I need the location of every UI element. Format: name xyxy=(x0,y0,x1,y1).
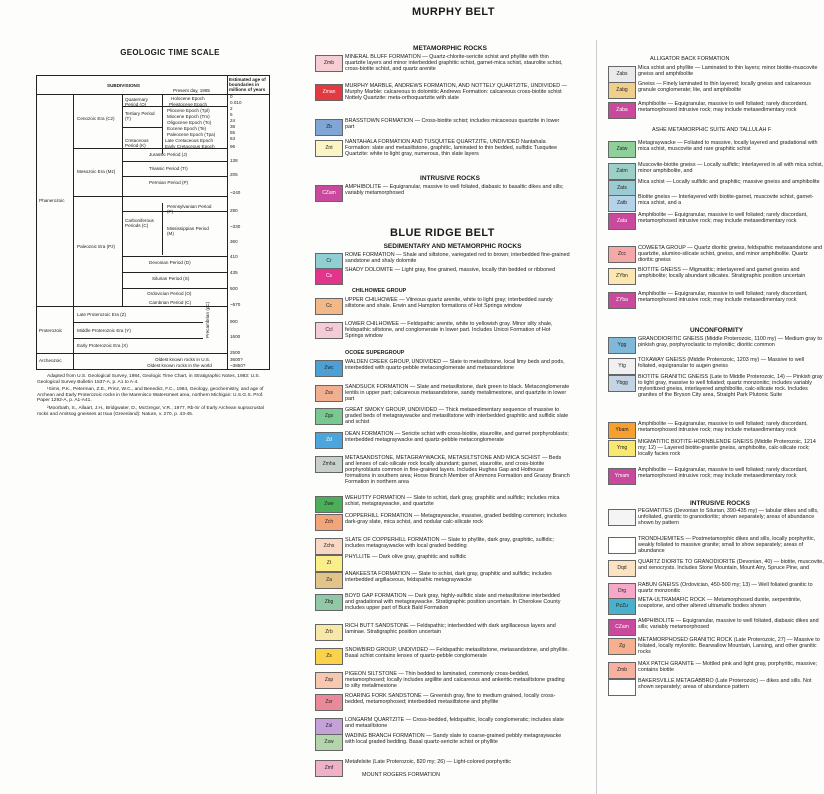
map-unit-swatch: Zabs xyxy=(608,66,636,83)
ashe-heading: ASHE METAMORPHIC SUITE AND TALLULAH F xyxy=(652,127,772,133)
ocoee-heading: OCOEE SUPERGROUP xyxy=(345,350,405,356)
map-unit-description: RABUN GNEISS (Ordovician, 450-500 my; 13) — Well foliated granitic to quartz monzonitic xyxy=(638,582,813,595)
era-cenozoic: Cenozoic Era (Cz) xyxy=(77,116,115,121)
map-unit-description: COPPERHILL FORMATION — Metagraywacke, massive, graded bedding common; includes dark-gray slate, mica schist, and nodular calc-silicate rock xyxy=(345,513,567,526)
epoch-paleocene: Paleocene Epoch (Tpa) xyxy=(167,132,216,137)
blue-ridge-sed-heading: SEDIMENTARY AND METAMORPHIC ROCKS xyxy=(383,243,522,250)
period-tertiary: Tertiary Period (T) xyxy=(125,111,155,121)
map-unit-swatch: Zata xyxy=(608,213,636,230)
map-unit-description: MINERAL BLUFF FORMATION — Quartz-chlorite-sericite schist and phyllite with thin quartzite layers and minor interbedded graphitic schist, garnet-mica schist, staurolite schist, cross-biotite schist, and quartz arenite xyxy=(345,54,563,73)
map-unit-swatch: Zman xyxy=(315,84,343,101)
map-unit-description: NANTAHALA FORMATION AND TUSQUITEE QUARTZITE, UNDIVIDED Nantahala Formation: slate and metasiltstone, graphitic, laminated to thin bedded, sulfidic Tusquitee Quartzite: white to light gray, numerous, thin slate layers xyxy=(345,139,558,158)
map-unit-swatch: Zgs xyxy=(315,408,343,425)
age-label: 5 xyxy=(230,112,233,117)
right-intrusive-heading: INTRUSIVE ROCKS xyxy=(690,500,750,507)
map-unit-description: Amphibolite — Equigranular, massive to well foliated; rarely discordant, metamorphosed intrusive rock; may include metasedimentary rock xyxy=(638,291,808,304)
map-unit-description: Amphibolite — Equigranular, massive to well foliated; rarely discordant, metamorphosed intrusive rock; may include metasedimentary rock xyxy=(638,212,808,225)
age-label: 205 xyxy=(230,172,238,177)
period-triassic: Triassic Period (Tr) xyxy=(149,166,188,171)
age-label: ~330 xyxy=(230,224,241,229)
alligator-heading: ALLIGATOR BACK FORMATION xyxy=(650,56,730,62)
period-mississippian: Mississippian Period (M) xyxy=(167,226,209,236)
map-unit-swatch: PzZu xyxy=(608,598,636,615)
map-unit-description: Mica schist and phyllite — Laminated to thin layers; minor biotite-muscovite gneiss and amphibolite xyxy=(638,65,818,78)
map-unit-description: DEAN FORMATION — Sericite schist with cross-biotite, staurolite, and garnet porphyroblasts; interbedded metagraywacke and quartz-pebble metaconglomerate xyxy=(345,431,569,444)
map-unit-description: WALDEN CREEK GROUP, UNDIVIDED — Slate to metasiltstone, local limy beds and pods, interbedded with quartz-pebble metaconglomerate and metasandstone xyxy=(345,359,565,372)
map-unit-description: GREAT SMOKY GROUP, UNDIVIDED — Thick metasedimentary sequence of massive to graded beds of metagraywacke and metasiltstone with interbedded graphitic and sulfidic slate and schist xyxy=(345,407,569,426)
map-unit-description: TOXAWAY GNEISS (Middle Proterozoic, 1203 my) — Massive to well foliated, equigranular to augen gneiss xyxy=(638,357,805,370)
map-unit-description: PIGEON SILTSTONE — Thin bedded to laminated, commonly cross-bedded, metamorphosed; locally includes argillite and calcareous and ankeritic metasiltstone grading to silty metalimestone xyxy=(345,671,565,690)
map-unit-swatch: Ymam xyxy=(608,468,636,485)
precambrian-label: Precambrian (pC) xyxy=(205,301,210,338)
era-middle-proterozoic: Middle Proterozoic Era (Y) xyxy=(77,328,131,333)
map-unit-description: Amphibolite — Equigranular, massive to well foliated; rarely discordant, metamorphosed intrusive rock; may include metasedimentary rock xyxy=(638,101,808,114)
epoch-oligocene: Oligocene Epoch (To) xyxy=(167,120,212,125)
map-unit-swatch: Zs xyxy=(315,648,343,665)
age-label: ~240 xyxy=(230,190,241,195)
age-label: 360 xyxy=(230,239,238,244)
age-label: 435 xyxy=(230,270,238,275)
map-unit-description: SLATE OF COPPERHILL FORMATION — Slate to phyllite, dark gray, graphitic, sulfidic; includes metagraywacke with local graded bedding xyxy=(345,537,554,550)
epoch-miocene: Miocene Epoch (Tm) xyxy=(167,114,210,119)
oldest-rocks-world: Oldest known rocks in the world xyxy=(147,363,212,368)
era-late-proterozoic: Late Proterozoic Era (Z) xyxy=(77,312,127,317)
map-unit-description: Amphibolite — Equigranular, massive to well foliated; rarely discordant, metamorphosed intrusive rock; may include metasedimentary rock xyxy=(638,421,808,434)
epoch-holocene: Holocene Epoch xyxy=(171,96,205,101)
map-unit-swatch: Cs xyxy=(315,268,343,285)
map-unit-description: MAX PATCH GRANITE — Mottled pink and light gray, porphyritic, massive; contains biotite xyxy=(638,661,818,674)
age-label: 63 xyxy=(230,136,236,141)
map-unit-swatch: Zaba xyxy=(608,102,636,119)
map-unit-description: Biotite gneiss — Interlayered with biotite-garnet, muscovite schist, garnet-mica schist, and a xyxy=(638,194,814,207)
epoch-present: Present day, 1985 xyxy=(173,88,210,93)
period-carboniferous: Carboniferous Periods (C) xyxy=(125,218,154,228)
map-unit-description: RICH BUTT SANDSTONE — Feldspathic; interbedded with dark argillaceous layers and laminae. Stratigraphic position uncertain xyxy=(345,623,556,636)
map-unit-swatch: Zatm xyxy=(608,163,636,180)
map-unit-description: MURPHY MARBLE, ANDREWS FORMATION, AND NOTTELY QUARTZITE, UNDIVIDED — Murphy Marble: calcareous to dolomitic Andrews Formation: calcareous cross-biotite schist Nottely Quartzite: meta-orthoquartzite with slate xyxy=(345,83,568,102)
map-unit-description: LONGARM QUARTZITE — Cross-bedded, feldspathic, locally conglomeratic; includes slate and metasiltstone xyxy=(345,717,564,730)
age-label: 3600? xyxy=(230,357,243,362)
epoch-pliocene: Pliocene Epoch (Tpl) xyxy=(167,108,210,113)
map-unit-description: TRONDHJEMITES — Postmetamorphic dikes and sills, locally porphyritic, weakly foliated to massive granite; small to show separately; areas of abundance xyxy=(638,536,816,555)
map-unit-swatch: Cr xyxy=(315,253,343,270)
map-unit-swatch: Ymg xyxy=(608,440,636,457)
age-label: ~3850? xyxy=(230,363,246,368)
map-unit-swatch: Zss xyxy=(315,385,343,402)
map-unit-description: BIOTITE GRANITIC GNEISS (Late to Middle Proterozoic, 14) — Pinkish gray to light gray, massive to well foliated; quartz monzonitic; includes variably mylonitized gneiss, interlayered amphibolite, calc-silicate rock. Includes granites of the Bryson City area, Straight Park Plutonic Suite xyxy=(638,374,823,399)
map-unit-description: BIOTITE GNEISS — Migmatitic; interlayered and garnet gneiss and amphibolite; locally abundant silicates. Stratigraphic position uncertain xyxy=(638,267,806,280)
murphy-intrusive-heading: INTRUSIVE ROCKS xyxy=(420,175,480,182)
mount-rogers-heading: MOUNT ROGERS FORMATION xyxy=(362,772,440,778)
map-unit-description: BAKERSVILLE METAGABBRO (Late Proterozoic) — dikes and sills. Not shown separately; areas of abundance pattern xyxy=(638,678,812,691)
epoch-early-cretaceous: Early Cretaceous Epoch xyxy=(165,144,215,149)
period-devonian: Devonian Period (D) xyxy=(149,260,191,265)
header-age: Estimated age of boundaries in millions of years xyxy=(229,77,266,92)
map-unit-description: SNOWBIRD GROUP, UNDIVIDED — Feldspathic metasiltstone, metasandstone, and phyllite. Basal schist contains lenses of quartz-pebble conglomerate xyxy=(345,647,569,660)
era-early-proterozoic: Early Proterozoic Era (X) xyxy=(77,343,128,348)
epoch-pleistocene: Pleistocene Epoch xyxy=(169,102,208,107)
age-label: 0.010 xyxy=(230,100,242,105)
map-unit-swatch: Ytg xyxy=(608,358,636,375)
murphy-metamorphic-heading: METAMORPHIC ROCKS xyxy=(413,45,487,52)
age-label: ~570 xyxy=(230,302,241,307)
map-unit-description: UPPER CHILHOWEE — Vitreous quartz arenite, white to light gray; interbedded sandy siltstone and shale. Erwin and Hampton formations of Hot Springs window xyxy=(345,297,553,310)
epoch-eocene: Eocene Epoch (Te) xyxy=(167,126,207,131)
map-unit-description: QUARTZ DIORITE TO GRANODIORITE (Devonian, 40) — biotite, muscovite, and xenocrysts. Includes Stone Mountain, Mount Airy, Spruce Pine, and xyxy=(638,559,824,572)
age-label: 1600 xyxy=(230,334,241,339)
map-unit-swatch: Zatw xyxy=(608,141,636,158)
map-unit-description: AMPHIBOLITE — Equigranular, massive to well foliated, diabasic dikes and sills; variably metamorphosed xyxy=(638,618,819,631)
map-unit-swatch: CZam xyxy=(315,185,343,202)
map-unit-swatch: Zsl xyxy=(315,718,343,735)
map-unit-swatch: Ybam xyxy=(608,422,636,439)
period-cretaceous: Cretaceous Period (K) xyxy=(125,138,149,148)
map-unit-swatch: Znt xyxy=(315,140,343,157)
era-paleozoic: Paleozoic Era (Pz) xyxy=(77,244,116,249)
map-unit-swatch: Zg xyxy=(608,638,636,655)
eon-phanerozoic: Phanerozoic xyxy=(39,198,65,203)
map-unit-swatch: Zt xyxy=(315,555,343,572)
period-pennsylvanian: Pennsylvanian Period (P) xyxy=(167,204,212,214)
map-unit-description: ANAKEESTA FORMATION — Slate to schist, dark gray, graphitic and sulfidic; includes interbedded argillaceous, feldspathic metagraywacke xyxy=(345,571,552,584)
map-unit-swatch: Zwc xyxy=(315,360,343,377)
map-unit-swatch: Zbg xyxy=(315,594,343,611)
map-unit-description: BRASSTOWN FORMATION — Cross-biotite schist; includes micaceous quartzite in lower part xyxy=(345,118,560,131)
period-ordovician: Ordovician Period (O) xyxy=(147,291,192,296)
period-permian: Permian Period (P) xyxy=(149,180,189,185)
age-label: 410 xyxy=(230,254,238,259)
map-unit-swatch: Cc xyxy=(315,298,343,315)
map-unit-swatch: Ccl xyxy=(315,322,343,339)
period-silurian: Silurian Period (S) xyxy=(152,276,190,281)
map-unit-description: PHYLLITE — Dark olive gray, graphitic and sulfidic xyxy=(345,554,467,560)
map-unit-swatch: Ygg xyxy=(608,337,636,354)
period-quaternary: Quaternary Period (Q) xyxy=(125,97,148,107)
map-unit-description: GRANODIORITIC GNEISS (Middle Proterozoic, 1100 my) — Medium gray to pinkish gray, porphyroclastic to mylonitic; dioritic common xyxy=(638,336,822,349)
map-unit-description: AMPHIBOLITE — Equigranular, massive to well foliated, diabasic to basaltic dikes and sills; variably metamorphosed xyxy=(345,184,564,197)
map-unit-description: METASANDSTONE, METAGRAYWACKE, METASILTSTONE AND MICA SCHIST — Beds and lenses of calc-silicate rock locally abundant; garnet, staurolite, and cross-biotite porphyroblasts common in fine-grained layers. Includes Hughes Gap and Hothouse formations in southern area; Horse Branch Member of Ammons Formation and Grassy Branch Formation in northern area xyxy=(345,455,570,486)
age-label: 500 xyxy=(230,286,238,291)
age-label: 96 xyxy=(230,144,236,149)
map-unit-description: SANDSUCK FORMATION — Slate and metasiltstone, dark green to black. Metaconglomerate lentils in upper part; calcareous metasandstone, sandy metalimestone, and quartzite in lower part xyxy=(345,384,570,403)
map-unit-description: WEHUTTY FORMATION — Slate to schist, dark gray, graphitic and sulfidic; includes mica schist, metagraywacke, and quartzite xyxy=(345,495,560,508)
epoch-late-cretaceous: Late Cretaceous Epoch xyxy=(165,138,214,143)
map-unit-swatch: Ybgg xyxy=(608,375,636,392)
map-unit-swatch: Za xyxy=(315,572,343,589)
map-unit-swatch: Zcc xyxy=(608,246,636,263)
age-label: 55 xyxy=(230,130,236,135)
map-unit-swatch: Zabg xyxy=(608,82,636,99)
note-source: Adapted from U.S. Geological Survey, 1984, Geologic Time Chart, in Stratigraphic Notes, 1983: U.S. Geological Survey Bulletin 1537-A, p. A1 to A-4. xyxy=(37,374,260,385)
map-unit-swatch: Zmb xyxy=(315,55,343,72)
map-unit-swatch: Zsr xyxy=(315,694,343,711)
map-unit-description: PEGMATITES (Devonian to Silurian, 390-435 my) — tabular dikes and sills, unfoliated, granitic to granodioritic; shown separately; areas of abundance shown by pattern xyxy=(638,508,819,527)
map-unit-swatch: Zsw xyxy=(315,734,343,751)
map-unit-description: META-ULTRAMAFIC ROCK — Metamorphosed dunite, serpentinite, soapstone, and other altered ultramafic bodies shown xyxy=(638,597,802,610)
period-cambrian: Cambrian Period (C) xyxy=(149,300,192,305)
map-unit-description: Amphibolite — Equigranular, massive to well foliated; rarely discordant, metamorphosed intrusive rock; may include metasedimentary rock xyxy=(638,467,808,480)
map-unit-description: COWEETA GROUP — Quartz dioritic gneiss, feldspathic metasandstone and quartzite, alumino-silicate schist, gneiss, and minor amphibolite. Quartz dioritic gneiss xyxy=(638,245,823,264)
note-moorbath: ²Moorbath, S., Allaart, J.H., Bridgwater, D., McGregor, V.R., 1977, Rb-Sr of Early Archean supracrustal rocks and Amitsog gneisses at Isua (Greenland): Nature, v. 270, p. 43-45. xyxy=(37,405,264,417)
map-unit-swatch: Zchs xyxy=(315,538,343,555)
map-unit-swatch: Zmb xyxy=(608,662,636,679)
eon-archeozoic: Archeozoic xyxy=(39,358,62,363)
map-unit-description: MIGMATITIC BIOTITE-HORNBLENDE GNEISS (Middle Proterozoic, 1214 my; 12) — Layered biotite-granite gneiss, amphibolite, calc-silicate rock; locally facies rock xyxy=(638,439,816,458)
map-unit-description: LOWER CHILHOWEE — Feldspathic arenite, white to yellowish gray. Minor silty shale, feldspathic siltstone, and conglomerate in lower part. Includes Unicoi Formation of Hot Springs window xyxy=(345,321,553,340)
age-label: 138 xyxy=(230,158,238,163)
age-label: 0 xyxy=(230,94,233,99)
time-scale-title: GEOLOGIC TIME SCALE xyxy=(120,48,220,57)
time-scale-notes xyxy=(37,374,272,419)
age-label: 900 xyxy=(230,319,238,324)
blue-ridge-title: BLUE RIDGE BELT xyxy=(390,227,495,239)
map-unit-swatch: Zb xyxy=(315,119,343,136)
map-unit-swatch: Zrb xyxy=(315,624,343,641)
map-unit-swatch: Zsp xyxy=(315,672,343,689)
map-unit-swatch: Zmf xyxy=(315,760,343,777)
time-scale-table xyxy=(36,75,270,370)
map-unit-description: Mica schist — Locally sulfidic and graphitic; massive gneiss and amphibolite xyxy=(638,179,820,185)
map-unit-description: Metafelsite (Late Proterozoic, 820 my; 26) — Light-colored porphyritic xyxy=(345,759,511,765)
map-unit-swatch: Dqd xyxy=(608,560,636,577)
map-unit-description: METAMORPHOSED GRANITIC ROCK (Late Proterozoic, 27) — Massive to foliated, locally mylonitic. Bearwallow Mountain, Lansing, and other granitic rocks xyxy=(638,637,820,656)
map-unit-swatch: Zd xyxy=(315,432,343,449)
age-label: 2 xyxy=(230,106,233,111)
map-unit-swatch xyxy=(608,537,636,554)
map-unit-swatch: ZYbn xyxy=(608,268,636,285)
era-mesozoic: Mesozoic Era (Mz) xyxy=(77,169,116,174)
age-label: 38 xyxy=(230,124,236,129)
map-unit-description: Metagraywacke — Foliated to massive, locally layered and gradational with mica schist, muscovite and rare graphitic schist xyxy=(638,140,818,153)
age-label: 2500 xyxy=(230,350,241,355)
map-unit-description: Muscovite-biotite gneiss — Locally sulfidic; interlayered in all with mica schist, minor amphibolite, and xyxy=(638,162,824,175)
header-subdivisions: SUBDIVISIONS xyxy=(107,83,140,88)
map-unit-swatch: Zats xyxy=(608,180,636,197)
chilhowee-heading: CHILHOWEE GROUP xyxy=(352,288,407,294)
map-unit-swatch xyxy=(608,679,636,696)
map-unit-description: ROME FORMATION — Shale and siltstone, variegated red to brown; interbedded fine-grained sandstone and shaly dolomite xyxy=(345,252,570,265)
map-unit-description: Gneiss — Finely laminated to thin layered; locally gneiss and calcareous granule conglomerate; lite, and amphibolite xyxy=(638,81,811,94)
map-unit-description: ROARING FORK SANDSTONE — Greenish gray, fine to medium grained, locally cross-bedded, metamorphosed; interbedded metasiltstone and phyllite xyxy=(345,693,556,706)
map-unit-swatch: Zatb xyxy=(608,195,636,212)
map-unit-swatch: Zwe xyxy=(315,496,343,513)
eon-proterozoic: Proterozoic xyxy=(39,328,63,333)
age-label: 24 xyxy=(230,118,236,123)
murphy-belt-title: MURPHY BELT xyxy=(412,6,495,18)
map-unit-description: WADING BRANCH FORMATION — Sandy slate to coarse-grained pebbly metagraywacke with local graded bedding. Basal quartz-sericite schist or phyllite xyxy=(345,733,562,746)
map-unit-swatch xyxy=(608,509,636,526)
oldest-rocks-us: Oldest known rocks in U.S. xyxy=(155,357,211,362)
period-jurassic: Jurassic Period (J) xyxy=(149,152,188,157)
map-unit-description: SHADY DOLOMITE — Light gray, fine grained, massive, locally thin bedded or ribboned xyxy=(345,267,556,273)
age-label: 290 xyxy=(230,208,238,213)
unconformity-heading: UNCONFORMITY xyxy=(690,327,744,334)
map-unit-swatch: Zch xyxy=(315,514,343,531)
map-unit-swatch: Zmha xyxy=(315,456,343,473)
note-sims: ¹Sims, P.K., Peterman, Z.E., Prinz, W.C., and Benedict, F.C., 1984, Geology, geochemistry, and age of Archean and Early Proterozoic rocks in the Marenisco Watersmeet area, northern Michigan: U.S.G.S. Prof. Paper 1292-A, p. A1-A41. xyxy=(37,387,264,404)
map-unit-swatch: CZam xyxy=(608,619,636,636)
map-unit-description: BOYD GAP FORMATION — Dark gray, highly-sulfidic slate and metasiltstone interbedded and gradational with metagraywacke. Stratigraphic position uncertain. In Cherokee County includes upper part of Buck Bald Formation xyxy=(345,593,561,612)
map-unit-swatch: Drg xyxy=(608,583,636,600)
map-unit-swatch: ZYba xyxy=(608,292,636,309)
column-divider xyxy=(596,40,597,794)
